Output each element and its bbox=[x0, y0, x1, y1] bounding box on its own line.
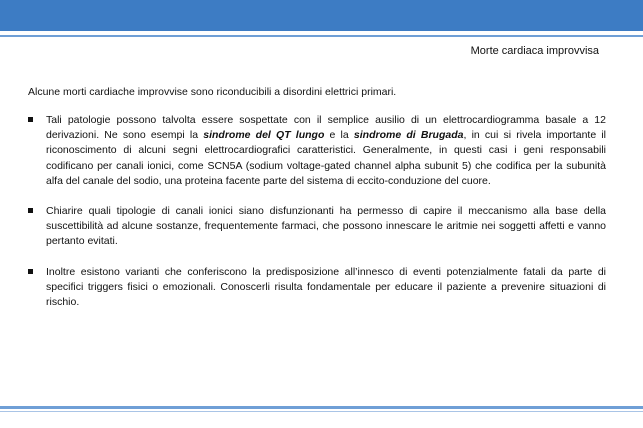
intro-text: Alcune morti cardiache improvvise sono riconducibili a disordini elettrici primari. bbox=[28, 86, 397, 98]
top-divider bbox=[0, 35, 643, 37]
square-bullet-icon bbox=[28, 269, 33, 274]
bullet-item-1 bbox=[28, 113, 606, 189]
slide-header-title: Morte cardiaca improvvisa bbox=[470, 45, 599, 57]
bullet-1-text-part3: , in cui si rivela importante il riconoscimento di alcuni segni elettrocardiografici caratteristici. Generalmente, in questi casi i geni responsabili codificano per canali ionici, come SCN5A (sodium voltage-gated channel alpha subunit 5) che codifica per la subunità alfa del canale del sodio, una proteina facente parte del sistema di eccito-conduzione del cuore. bbox=[46, 129, 607, 187]
bullet-list bbox=[28, 113, 606, 325]
square-bullet-icon bbox=[28, 208, 33, 213]
bullet-1-text-part2: e la bbox=[324, 129, 354, 142]
bottom-divider-thin bbox=[0, 411, 643, 412]
bullet-item-3 bbox=[28, 265, 606, 311]
top-banner bbox=[0, 0, 643, 31]
bottom-divider bbox=[0, 406, 643, 409]
bullet-3-text: Inoltre esistono varianti che conferiscono la predisposizione all’innesco di eventi potenzialmente fatali da parte di specifici triggers fisici o emozionali. Conoscerli risulta fondamentale per educare il paziente a prevenire situazioni di rischio. bbox=[46, 265, 606, 309]
bullet-1-text-part1: Tali patologie possono talvolta essere sospettate con il semplice ausilio di un elettrocardiogramma basale a 12 derivazioni. Ne sono esempi la bbox=[46, 114, 606, 142]
term-long-qt: sindrome del QT lungo bbox=[203, 129, 325, 142]
term-brugada: sindrome di Brugada bbox=[353, 129, 464, 142]
square-bullet-icon bbox=[28, 117, 33, 122]
bullet-item-2 bbox=[28, 204, 606, 250]
bullet-2-text: Chiarire quali tipologie di canali ionici siano disfunzionanti ha permesso di capire il meccanismo alla base della suscettibilità ad alcune sostanze, frequentemente farmaci, che possono innescare le aritmie nei soggetti affetti e vanno pertanto evitati. bbox=[46, 205, 606, 248]
